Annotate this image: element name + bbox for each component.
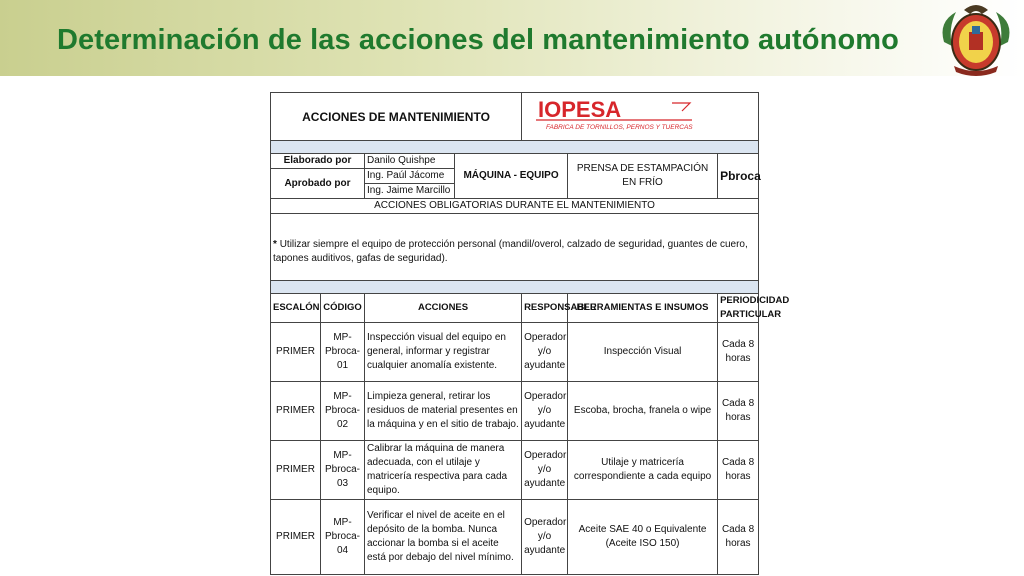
row-accion: Calibrar la máquina de manera adecuada, con el utilaje y matricería respectiva para cada equipo. xyxy=(365,441,522,500)
row-periodicidad: Cada 8 horas xyxy=(718,500,759,575)
row-herramientas: Escoba, brocha, franela o wipe xyxy=(568,382,718,441)
note-text: Utilizar siempre el equipo de protección personal (mandil/overol, calzado de seguridad, guantes de cuero, tapones auditivos, gafas de seguridad). xyxy=(273,239,748,264)
company-logo xyxy=(522,93,759,141)
maquina-value: PRENSA DE ESTAMPACIÓN EN FRÍO xyxy=(568,154,718,199)
safety-note xyxy=(271,214,759,281)
form-header-title: ACCIONES DE MANTENIMIENTO xyxy=(271,93,522,141)
spacer-band xyxy=(271,141,759,154)
row-accion: Inspección visual del equipo en general, informar y registrar cualquier anomalía existente. xyxy=(365,323,522,382)
row-accion: Verificar el nivel de aceite en el depósito de la bomba. Nunca accionar la bomba si el aceite está por debajo del nivel mínimo. xyxy=(365,500,522,575)
aprobado-value-2: Ing. Jaime Marcillo xyxy=(365,184,455,199)
row-escalon: PRIMER xyxy=(271,500,321,575)
row-escalon: PRIMER xyxy=(271,441,321,500)
col-herramientas: HERRAMIENTAS E INSUMOS xyxy=(568,294,718,323)
row-escalon: PRIMER xyxy=(271,323,321,382)
maintenance-table xyxy=(270,92,790,575)
table-row xyxy=(271,382,759,441)
spacer-band-2 xyxy=(271,281,759,294)
iopesa-logo-icon xyxy=(522,93,708,135)
row-periodicidad: Cada 8 horas xyxy=(718,382,759,441)
col-escalon: ESCALÓN xyxy=(271,294,321,323)
row-responsable: Operador y/o ayudante xyxy=(522,500,568,575)
col-acciones: ACCIONES xyxy=(365,294,522,323)
row-periodicidad: Cada 8 horas xyxy=(718,441,759,500)
col-responsable: RESPONSABLE xyxy=(522,294,568,323)
obligatorias-title: ACCIONES OBLIGATORIAS DURANTE EL MANTENIMIENTO xyxy=(271,199,759,214)
elaborado-value: Danilo Quishpe xyxy=(365,154,455,169)
svg-text:FABRICA DE TORNILLOS, PERNOS Y: FABRICA DE TORNILLOS, PERNOS Y TUERCAS xyxy=(546,124,693,131)
row-codigo: MP-Pbroca-04 xyxy=(321,500,365,575)
note-mark: * xyxy=(273,239,277,250)
table-row xyxy=(271,323,759,382)
row-codigo: MP-Pbroca-03 xyxy=(321,441,365,500)
maquina-label: MÁQUINA - EQUIPO xyxy=(455,154,568,199)
row-responsable: Operador y/o ayudante xyxy=(522,382,568,441)
aprobado-value-1: Ing. Paúl Jácome xyxy=(365,169,455,184)
machine-code: Pbroca xyxy=(718,154,759,199)
slide-title: Determinación de las acciones del mantenimiento autónomo xyxy=(57,24,899,56)
row-codigo: MP-Pbroca-01 xyxy=(321,323,365,382)
row-responsable: Operador y/o ayudante xyxy=(522,323,568,382)
row-periodicidad: Cada 8 horas xyxy=(718,323,759,382)
table-row xyxy=(271,441,759,500)
row-accion: Limpieza general, retirar los residuos de material presentes en la máquina y en el sitio de trabajo. xyxy=(365,382,522,441)
table-row xyxy=(271,500,759,575)
aprobado-label: Aprobado por xyxy=(271,169,365,199)
row-codigo: MP-Pbroca-02 xyxy=(321,382,365,441)
row-herramientas: Inspección Visual xyxy=(568,323,718,382)
row-responsable: Operador y/o ayudante xyxy=(522,441,568,500)
row-escalon: PRIMER xyxy=(271,382,321,441)
elaborado-label: Elaborado por xyxy=(271,154,365,169)
col-codigo: CÓDIGO xyxy=(321,294,365,323)
row-herramientas: Aceite SAE 40 o Equivalente (Aceite ISO 150) xyxy=(568,500,718,575)
col-periodicidad: PERIODICIDAD PARTICULAR xyxy=(718,294,759,323)
row-herramientas: Utilaje y matricería correspondiente a cada equipo xyxy=(568,441,718,500)
maintenance-actions-form xyxy=(270,92,790,564)
svg-text:IOPESA: IOPESA xyxy=(538,97,622,122)
coat-of-arms-seal-icon xyxy=(934,2,1018,76)
